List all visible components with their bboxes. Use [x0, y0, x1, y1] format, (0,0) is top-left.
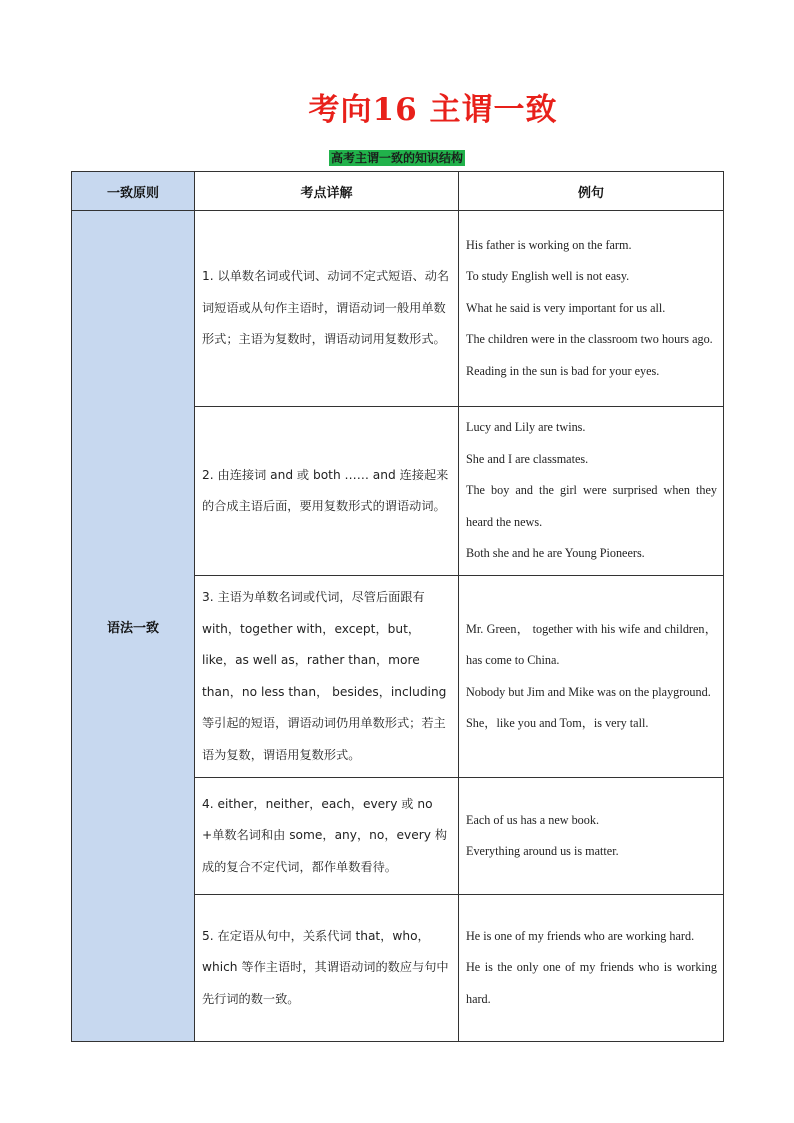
example-sentence: Mr. Green， together with his wife and children，has come to China.	[466, 621, 717, 667]
example-sentence: She and I are classmates.	[466, 451, 589, 466]
examples-cell	[459, 895, 724, 1042]
detail-cell: 4. either，neither，each，every 或 no +单数名词和由 some，any，no，every 构成的复合不定代词，都作单数看待。	[195, 778, 459, 895]
example-sentence: He is the only one of my friends who is working hard.	[466, 960, 717, 1006]
example-sentence: Reading in the sun is bad for your eyes.	[466, 363, 660, 378]
principle-cell: 语法一致	[72, 211, 195, 1042]
examples-cell	[459, 407, 724, 576]
examples-cell	[459, 211, 724, 407]
grammar-table	[71, 171, 724, 1042]
example-sentence: The boy and the girl were surprised when they heard the news.	[466, 483, 717, 529]
detail-cell: 3. 主语为单数名词或代词，尽管后面跟有 with，together with，except，but，like，as well as，rather than，more than，no less than， besides，including 等引起的短语，谓语动词仍用单数形式；若主语为复数，谓语用复数形式。	[195, 576, 459, 778]
section-subtitle: 高考主谓一致的知识结构	[330, 151, 463, 165]
examples-cell	[459, 778, 724, 895]
example-sentence: His father is working on the farm.	[466, 237, 632, 252]
detail-cell: 2. 由连接词 and 或 both …… and 连接起来的合成主语后面，要用复数形式的谓语动词。	[195, 407, 459, 576]
page-title: 考向16 主谓一致	[308, 92, 558, 128]
table-header-row	[72, 172, 724, 211]
example-sentence: The children were in the classroom two hours ago.	[466, 332, 713, 347]
example-sentence: She，like you and Tom，is very tall.	[466, 716, 649, 730]
examples-cell	[459, 576, 724, 778]
header-principle: 一致原则	[72, 172, 195, 211]
example-sentence: Everything around us is matter.	[466, 844, 619, 858]
example-sentence: Lucy and Lily are twins.	[466, 420, 586, 435]
table-row	[72, 211, 724, 407]
example-sentence: Each of us has a new book.	[466, 812, 600, 827]
header-detail: 考点详解	[195, 172, 459, 211]
example-sentence: To study English well is not easy.	[466, 269, 630, 284]
header-examples: 例句	[459, 172, 724, 211]
detail-cell: 1. 以单数名词或代词、动词不定式短语、动名词短语或从句作主语时，谓语动词一般用单数形式；主语为复数时，谓语动词用复数形式。	[195, 211, 459, 407]
example-sentence: He is one of my friends who are working hard.	[466, 928, 695, 943]
detail-cell: 5. 在定语从句中，关系代词 that，who，which 等作主语时，其谓语动词的数应与句中先行词的数一致。	[195, 895, 459, 1042]
example-sentence: What he said is very important for us all.	[466, 300, 666, 315]
example-sentence: Nobody but Jim and Mike was on the playground.	[466, 684, 711, 699]
example-sentence: Both she and he are Young Pioneers.	[466, 546, 645, 561]
